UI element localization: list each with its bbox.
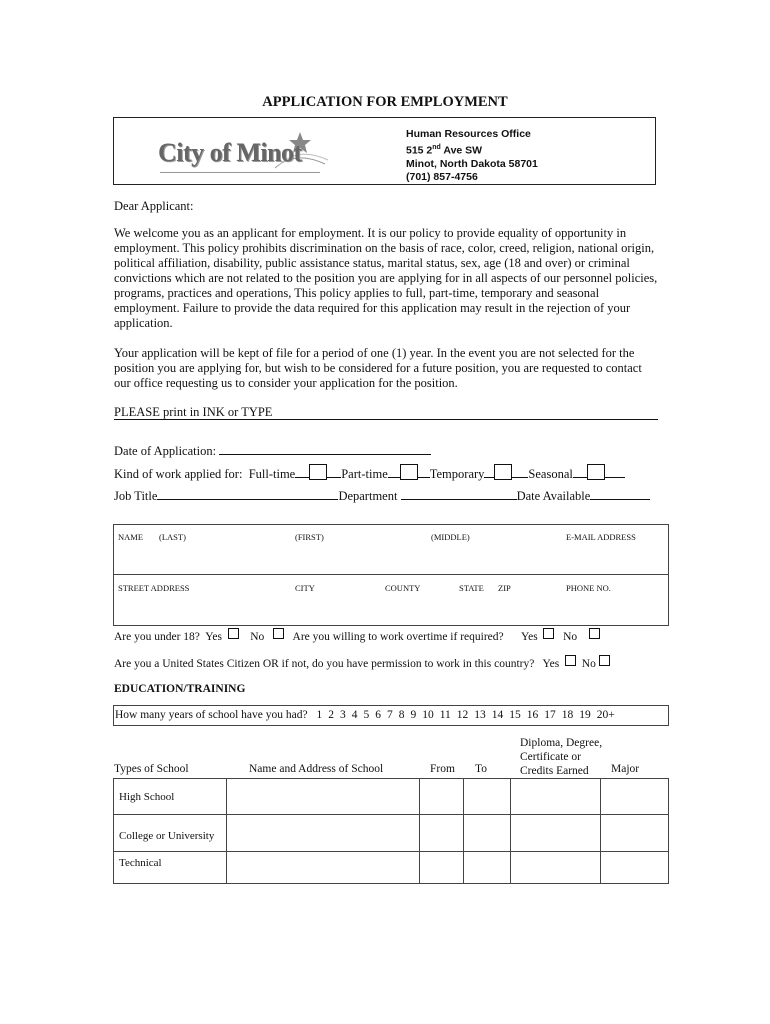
year-option[interactable]: 2: [328, 709, 334, 721]
year-option[interactable]: 10: [422, 709, 434, 721]
year-option[interactable]: 12: [456, 709, 469, 721]
county-label: COUNTY: [385, 583, 421, 593]
col-diploma: Diploma, Degree, Certificate or Credits Earned: [520, 737, 603, 777]
applicant-info-table: [113, 524, 669, 626]
office-street: 515 2nd Ave SW: [406, 144, 483, 157]
letterhead-box: [113, 117, 656, 185]
logo-underline: [160, 172, 320, 173]
under18-yes-checkbox[interactable]: [228, 628, 239, 639]
page-title: APPLICATION FOR EMPLOYMENT: [262, 94, 508, 110]
year-option[interactable]: 16: [526, 709, 539, 721]
under18-row: Are you under 18? Yes No Are you willing to work overtime if required?: [114, 628, 504, 643]
job-title-row: Job Title Department Date Available: [114, 487, 650, 504]
department-field[interactable]: [401, 487, 517, 500]
office-phone: (701) 857-4756: [406, 170, 478, 183]
overtime-answers: Yes No: [521, 628, 600, 643]
date-available-field[interactable]: [590, 487, 650, 500]
city-of-minot-logo: [158, 130, 338, 178]
year-option[interactable]: 15: [509, 709, 521, 721]
job-title-field[interactable]: [157, 487, 338, 500]
zip-label: ZIP: [498, 583, 511, 593]
email-label: E-MAIL ADDRESS: [566, 532, 636, 542]
year-option[interactable]: 3: [339, 709, 346, 721]
education-table: [113, 778, 669, 884]
intro-paragraph: We welcome you as an applicant for employment. It is our policy to provide equality of opportunity in employment. This policy prohibits discrimination on the basis of race, color, creed, religion, national origin, political affiliation, disability, public assistance status, marital status, sex, age (18 and over) or criminal convictions which are not related to the position you are applying for in all aspects of our personnel policies, programs, practices and operations, This policy applies to full, part-time, temporary and seasonal employment. Failure to provide the data required for this application may result in the rejection of your application.: [114, 226, 658, 330]
col-to: To: [475, 763, 487, 775]
col-major: Major: [611, 763, 640, 775]
phone-label: PHONE NO.: [566, 583, 611, 593]
retention-paragraph: Your application will be kept of file for a period of one (1) year. In the event you are not selected for the position you are applying for, but wish to be considered for a future position, you are requested to contact our office requesting us to consider your application for the position.: [114, 346, 642, 390]
citizen-yes-checkbox[interactable]: [565, 655, 576, 666]
overtime-yes-checkbox[interactable]: [543, 628, 554, 639]
overtime-question: Are you willing to work overtime if required?: [292, 631, 504, 643]
year-option[interactable]: 13: [474, 709, 486, 721]
part-time-checkbox[interactable]: [400, 464, 418, 480]
row-technical: Technical: [119, 857, 162, 869]
state-label: STATE: [459, 583, 484, 593]
temporary-checkbox[interactable]: [494, 464, 512, 480]
middle-label: (MIDDLE): [431, 532, 470, 542]
seasonal-checkbox[interactable]: [587, 464, 605, 480]
row-high-school: High School: [119, 791, 175, 803]
col-name-address: Name and Address of School: [249, 763, 384, 775]
year-option[interactable]: 4: [351, 709, 358, 721]
years-options: [310, 709, 614, 721]
last-label: (LAST): [159, 532, 186, 542]
under18-no-checkbox[interactable]: [273, 628, 284, 639]
education-heading: EDUCATION/TRAINING: [114, 683, 246, 695]
year-option[interactable]: 5: [363, 709, 370, 721]
overtime-no-checkbox[interactable]: [589, 628, 600, 639]
year-option[interactable]: 11: [439, 709, 451, 721]
office-city: Minot, North Dakota 58701: [406, 157, 538, 170]
row-college: College or University: [119, 830, 215, 842]
hr-office-address: [406, 128, 538, 184]
year-option[interactable]: 14: [491, 709, 504, 721]
year-option[interactable]: 7: [386, 709, 393, 721]
years-of-school-box: How many years of school have you had? 1 2 3 4 5 6 7 8 9 10 11 12 13 14 15 16 17 18 19 20+: [113, 705, 669, 726]
name-label: NAME: [118, 532, 144, 542]
year-option[interactable]: 18: [561, 709, 574, 721]
date-of-application-field[interactable]: [219, 442, 431, 455]
year-option[interactable]: 8: [398, 709, 405, 721]
col-types-of-school: Types of School: [114, 763, 189, 775]
street-label: STREET ADDRESS: [118, 583, 190, 593]
year-option[interactable]: 1: [316, 709, 323, 721]
kind-of-work-row: Kind of work applied for: Full-time Part-time Temporary Seasonal: [114, 464, 625, 482]
year-option[interactable]: 19: [579, 709, 591, 721]
year-option[interactable]: 20+: [596, 709, 615, 721]
citizen-no-checkbox[interactable]: [599, 655, 610, 666]
year-option[interactable]: 9: [410, 709, 417, 721]
print-instruction: PLEASE print in INK or TYPE: [114, 405, 658, 420]
logo-text: City of Minot: [158, 138, 302, 167]
office-name: Human Resources Office: [406, 128, 531, 140]
col-from: From: [430, 763, 455, 775]
city-label: CITY: [295, 583, 315, 593]
year-option[interactable]: 17: [544, 709, 556, 721]
year-option[interactable]: 6: [375, 709, 381, 721]
first-label: (FIRST): [295, 532, 324, 542]
date-of-application-row: Date of Application:: [114, 442, 431, 459]
greeting: Dear Applicant:: [114, 199, 194, 213]
full-time-checkbox[interactable]: [309, 464, 327, 480]
citizen-row: Are you a United States Citizen OR if not, do you have permission to work in this country? Yes No: [114, 655, 610, 670]
